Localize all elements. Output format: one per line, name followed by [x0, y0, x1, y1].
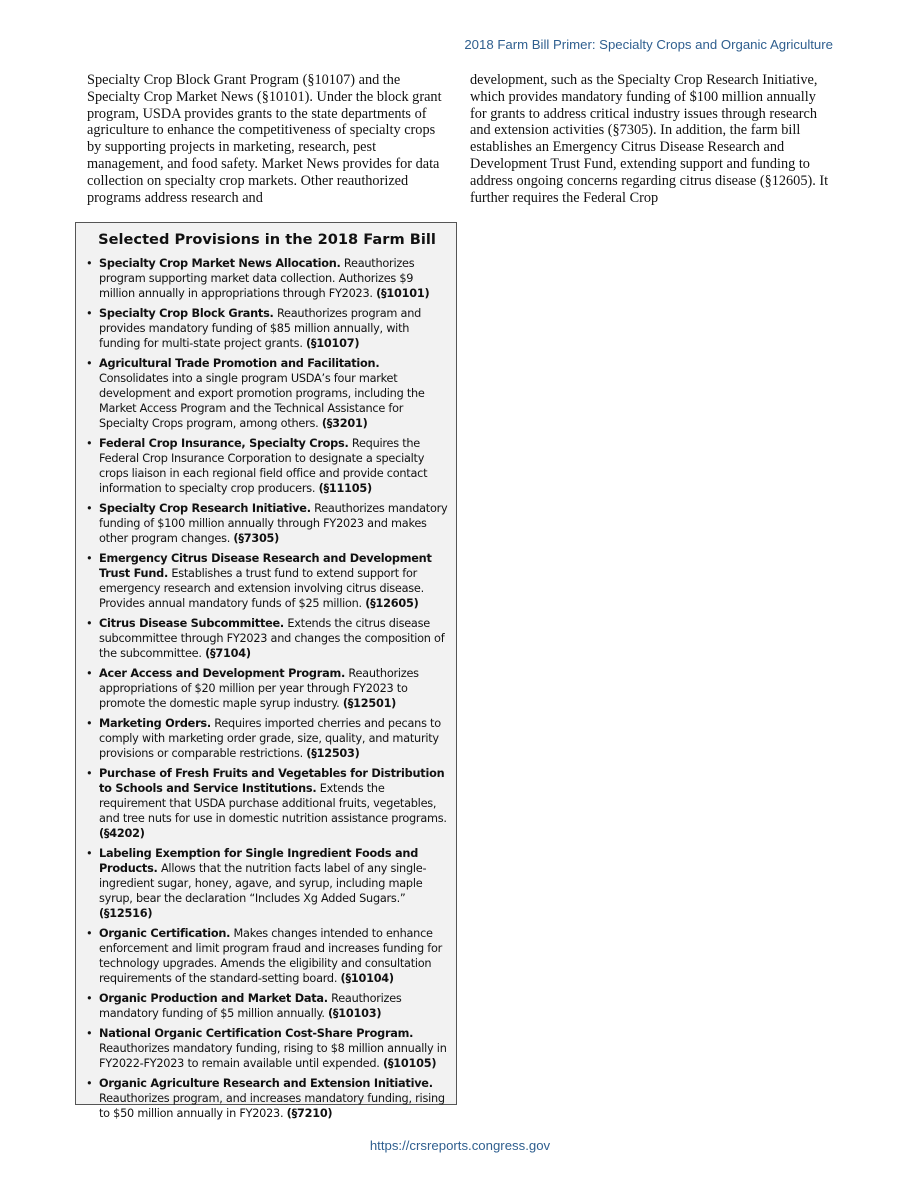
bullet-icon: •: [86, 552, 93, 565]
body-text-left-column: Specialty Crop Block Grant Program (§10107) and the Specialty Crop Market News (§10101). Under the block grant program, USDA provides grants to the state departments of agriculture to enhance the competitiveness of specialty crops by supporting projects in marketing, research, pest management, and food safety. Market News provides for data collection on specialty crop markets. Other reauthorized programs address research and: [87, 72, 442, 206]
provision-heading: Emergency Citrus Disease Research and Development Trust Fund.: [99, 552, 432, 580]
provision-description: Reauthorizes program and provides mandatory funding of $85 million annually, with funding for multi-state project grants.: [99, 307, 422, 350]
provision-description: Makes changes intended to enhance enforcement and limit program fraud and increases funding for technology upgrades. Amends the eligibility and consultation requirements of the standard-setting board.: [99, 927, 443, 985]
bullet-icon: •: [86, 357, 93, 370]
provision-section-citation: (§11105): [318, 482, 372, 495]
body-text-right-column: development, such as the Specialty Crop Research Initiative, which provides mandatory funding of $100 million annually for grants to address critical industry issues through research and extension activities (§7305). In addition, the farm bill establishes an Emergency Citrus Disease Research and Development Trust Fund, extending support and funding to address ongoing concerns regarding citrus disease (§12605). It further requires the Federal Crop: [470, 72, 829, 206]
provision-heading: Organic Agriculture Research and Extension Initiative.: [99, 1077, 433, 1090]
provision-item: [86, 926, 448, 986]
provision-section-citation: (§10103): [328, 1007, 382, 1020]
provision-section-citation: (§4202): [99, 827, 145, 840]
provision-section-citation: (§12516): [99, 907, 153, 920]
provision-item: [86, 716, 448, 761]
provisions-list: [86, 256, 448, 1121]
running-header-title: 2018 Farm Bill Primer: Specialty Crops and Organic Agriculture: [464, 37, 833, 52]
bullet-icon: •: [86, 667, 93, 680]
provision-heading: Marketing Orders.: [99, 717, 211, 730]
provision-heading: National Organic Certification Cost-Share Program.: [99, 1027, 414, 1040]
provision-description: Reauthorizes mandatory funding of $5 million annually.: [99, 992, 402, 1020]
provision-section-citation: (§10104): [340, 972, 394, 985]
provision-heading: Organic Certification.: [99, 927, 231, 940]
provision-heading: Labeling Exemption for Single Ingredient Foods and Products.: [99, 847, 419, 875]
provision-section-citation: (§12503): [306, 747, 360, 760]
provision-description: Allows that the nutrition facts label of any single-ingredient sugar, honey, agave, and syrup, including maple syrup, bear the declaration “Includes Xg Added Sugars.”: [99, 862, 427, 905]
provision-description: Establishes a trust fund to extend support for emergency research and extension involving citrus disease. Provides annual mandatory funds of $25 million.: [99, 567, 424, 610]
footer-url-link[interactable]: https://crsreports.congress.gov: [369, 1138, 551, 1153]
bullet-icon: •: [86, 1027, 93, 1040]
bullet-icon: •: [86, 1077, 93, 1090]
provision-section-citation: (§7305): [233, 532, 280, 545]
bullet-icon: •: [86, 307, 93, 320]
provision-item: [86, 666, 448, 711]
bullet-icon: •: [86, 992, 93, 1005]
provision-description: Extends the citrus disease subcommittee through FY2023 and changes the composition of the subcommittee.: [99, 617, 445, 660]
bullet-icon: •: [86, 927, 93, 940]
provision-item: [86, 616, 448, 661]
provision-item: [86, 436, 448, 496]
provision-description: Reauthorizes appropriations of $20 million per year through FY2023 to promote the domestic maple syrup industry.: [99, 667, 419, 710]
provision-item: [86, 551, 448, 611]
provision-section-citation: (§10101): [376, 287, 430, 300]
provision-section-citation: (§3201): [321, 417, 368, 430]
bullet-icon: •: [86, 617, 93, 630]
provision-item: [86, 846, 448, 921]
provision-section-citation: (§10107): [306, 337, 360, 350]
bullet-icon: •: [86, 717, 93, 730]
bullet-icon: •: [86, 767, 93, 780]
provision-item: [86, 1076, 448, 1121]
provision-description: Extends the requirement that USDA purchase additional fruits, vegetables, and tree nuts for use in domestic nutrition assistance programs.: [99, 782, 447, 825]
provision-heading: Specialty Crop Block Grants.: [99, 307, 274, 320]
provision-heading: Specialty Crop Research Initiative.: [99, 502, 311, 515]
provision-heading: Citrus Disease Subcommittee.: [99, 617, 284, 630]
provision-section-citation: (§10105): [382, 1057, 437, 1070]
sidebar-title: Selected Provisions in the 2018 Farm Bill: [98, 231, 436, 248]
provision-description: Reauthorizes program supporting market data collection. Authorizes $9 million annually in appropriations through FY2023.: [99, 257, 415, 300]
provision-section-citation: (§12605): [365, 597, 419, 610]
provision-description: Reauthorizes mandatory funding of $100 million annually through FY2023 and makes other program changes.: [99, 502, 448, 545]
provision-section-citation: (§12501): [342, 697, 397, 710]
provision-heading: Purchase of Fresh Fruits and Vegetables for Distribution to Schools and Service Institutions.: [99, 767, 445, 795]
provision-heading: Acer Access and Development Program.: [99, 667, 346, 680]
provision-item: [86, 356, 448, 431]
provision-description: Requires the Federal Crop Insurance Corporation to designate a specialty crops liaison in each regional field office and provide contact information to specialty crop producers.: [99, 437, 428, 495]
provision-description: Requires imported cherries and pecans to comply with marketing order grade, size, quality, and maturity provisions or comparable restrictions.: [99, 717, 441, 760]
provision-section-citation: (§7210): [286, 1107, 333, 1120]
provision-heading: Agricultural Trade Promotion and Facilitation.: [99, 357, 380, 370]
provision-description: Reauthorizes program, and increases mandatory funding, rising to $50 million annually in FY2023.: [99, 1092, 445, 1120]
provision-description: Consolidates into a single program USDA’s four market development and export promotion programs, including the Market Access Program and the Technical Assistance for Specialty Crops program, among others.: [99, 372, 425, 430]
provision-heading: Federal Crop Insurance, Specialty Crops.: [99, 437, 349, 450]
bullet-icon: •: [86, 502, 93, 515]
provision-item: [86, 766, 448, 841]
provision-heading: Organic Production and Market Data.: [99, 992, 328, 1005]
bullet-icon: •: [86, 437, 93, 450]
provision-heading: Specialty Crop Market News Allocation.: [99, 257, 341, 270]
provision-item: [86, 991, 448, 1021]
provisions-sidebar-box: [75, 222, 457, 1120]
bullet-icon: •: [86, 257, 93, 270]
provision-item: [86, 306, 448, 351]
provision-item: [86, 501, 448, 546]
provision-item: [86, 256, 448, 301]
provision-section-citation: (§7104): [205, 647, 251, 660]
provision-item: [86, 1026, 448, 1071]
bullet-icon: •: [86, 847, 93, 860]
provision-description: Reauthorizes mandatory funding, rising to $8 million annually in FY2022-FY2023 to remain available until expended.: [99, 1042, 447, 1070]
